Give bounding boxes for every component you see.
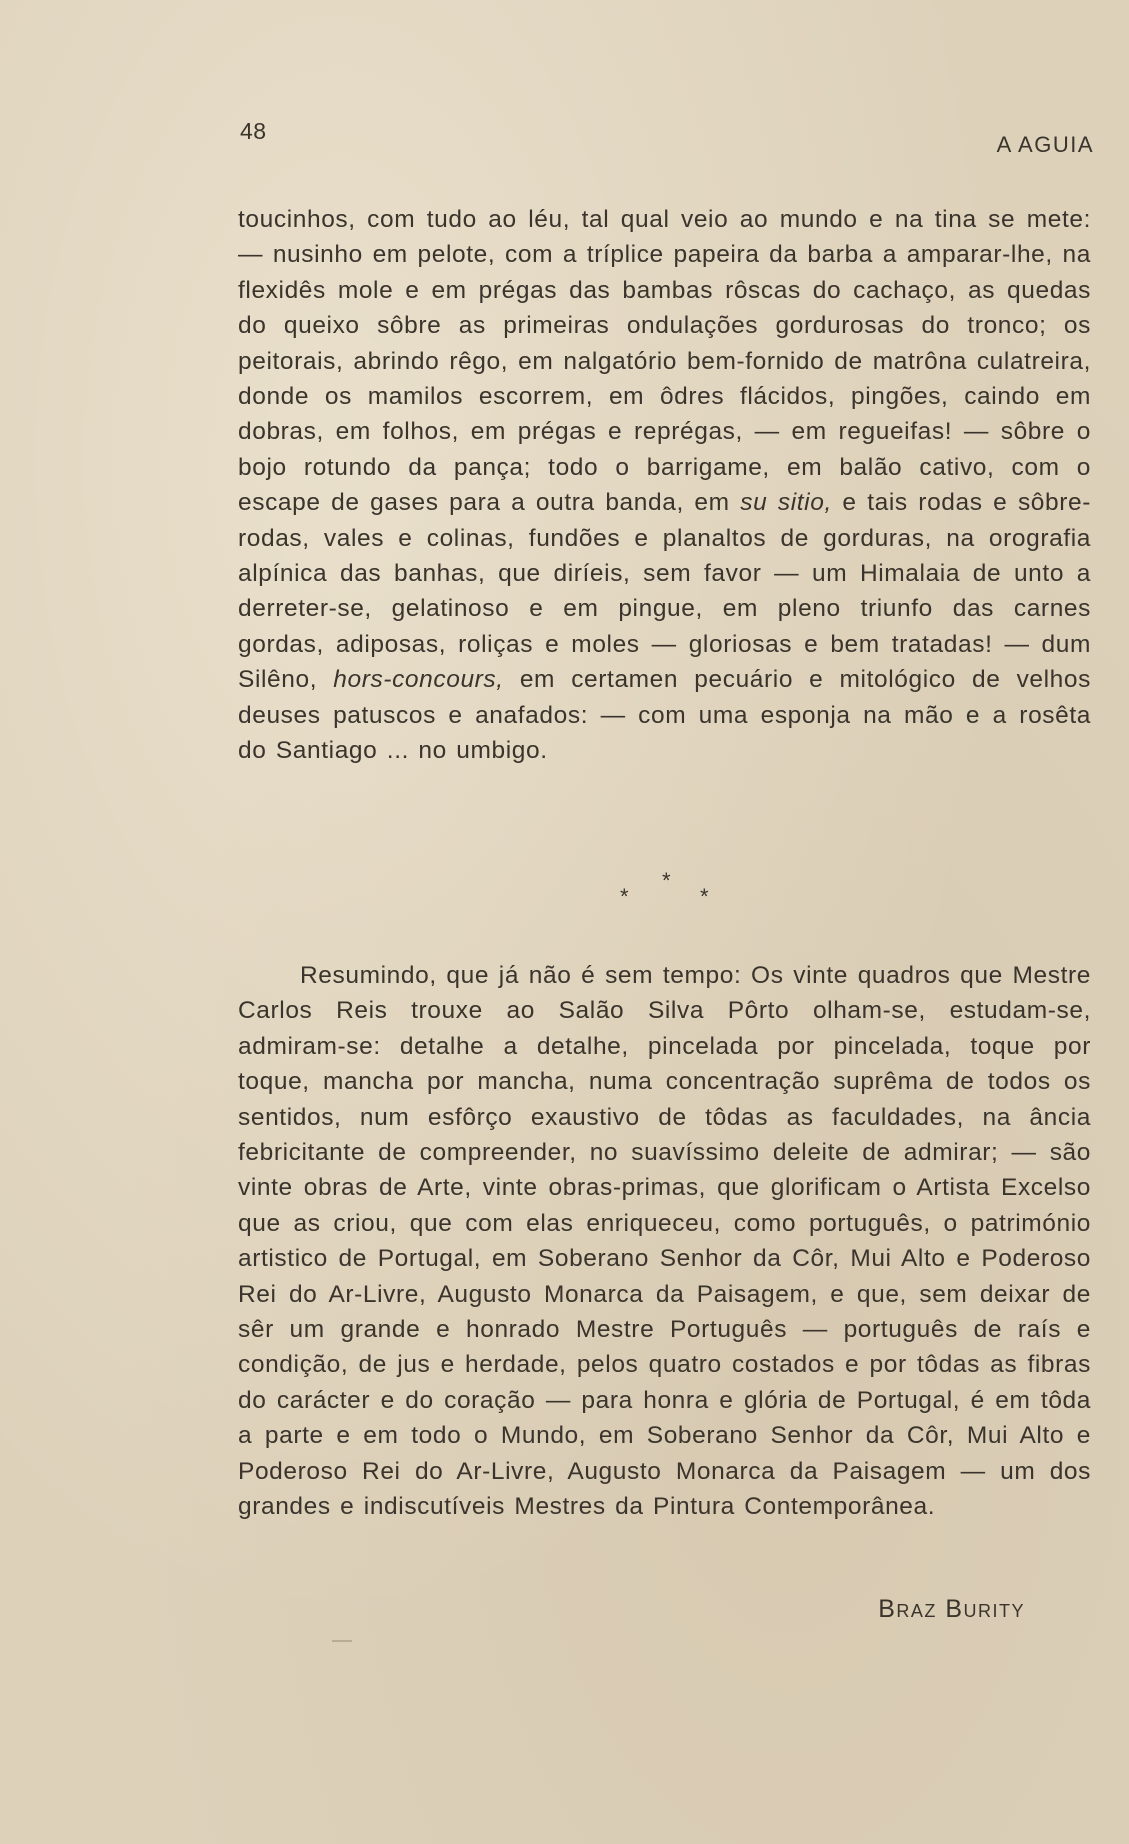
running-head: A AGUIA bbox=[996, 132, 1094, 157]
asterism-star: * bbox=[620, 884, 629, 909]
author-signature: Braz Burity bbox=[878, 1595, 1025, 1623]
paragraph-1-segment-b: e tais rodas e sôbre-rodas, vales e colinas, fundões e planaltos de gorduras, na orografia alpínica das banhas, que diríeis, sem favor — um Himalaia de unto a derreter-se, gelatinoso e em pingue, em pleno triunfo das carnes gordas, adiposas, roliças e moles — gloriosas e bem tratadas! — dum Silêno, bbox=[238, 489, 1091, 694]
paragraph-1-segment-c: em certamen pecuário e mitológico de velhos deuses patuscos e anafados: — com uma esponja na mão e a rosêta do Santiago ... no umbigo. bbox=[238, 666, 1091, 765]
page-number: 48 bbox=[240, 118, 267, 144]
paragraph-1-segment-a: toucinhos, com tudo ao léu, tal qual veio ao mundo e na tina se mete: — nusinho em pelote, com a tríplice papeira da barba a amparar-lhe, na flexidês mole e em prégas das bambas rôscas do cachaço, as quedas do queixo sôbre as primeiras ondulações gordurosas do tronco; os peitorais, abrindo rêgo, em nalgatório bem-fornido de matrôna culatreira, donde os mamilos escorrem, em ôdres flácidos, pingões, caindo em dobras, em folhos, em prégas e reprégas, — em regueifas! — sôbre o bojo rotundo da pança; todo o barrigame, em balão cativo, com o escape de gases para a outra banda, em bbox=[238, 206, 1091, 517]
asterism-star: * bbox=[700, 884, 709, 909]
section-break-asterism bbox=[600, 868, 730, 908]
paragraph-closing bbox=[238, 958, 1091, 1525]
paragraph-continuation bbox=[238, 202, 1091, 769]
asterism-star: * bbox=[662, 868, 671, 893]
decorative-mark bbox=[332, 1640, 352, 1642]
paragraph-1-text bbox=[238, 202, 1091, 769]
italic-phrase-hors-concours: hors-concours, bbox=[333, 666, 504, 694]
italic-phrase-su-sitio: su sitio, bbox=[740, 489, 832, 517]
paragraph-2-text: Resumindo, que já não é sem tempo: Os vinte quadros que Mestre Carlos Reis trouxe ao Salão Silva Pôrto olham-se, estudam-se, admiram-se: detalhe a detalhe, pincelada por pincelada, toque por toque, mancha por mancha, numa concentração suprêma de todos os sentidos, num esfôrço exaustivo de tôdas as faculdades, na ância febricitante de compreender, no suavíssimo deleite de admirar; — são vinte obras de Arte, vinte obras-primas, que glorificam o Artista Excelso que as criou, que com elas enriqueceu, como português, o património artistico de Portugal, em Soberano Senhor da Côr, Mui Alto e Poderoso Rei do Ar-Livre, Augusto Monarca da Paisagem, e que, sem deixar de sêr um grande e honrado Mestre Português — português de raís e condição, de jus e herdade, pelos quatro costados e por tôdas as fibras do carácter e do coração — para honra e glória de Portugal, é em tôda a parte e em todo o Mundo, em Soberano Senhor da Côr, Mui Alto e Poderoso Rei do Ar-Livre, Augusto Monarca da Paisagem — um dos grandes e indiscutíveis Mestres da Pintura Contemporânea. bbox=[238, 962, 1091, 1521]
page-header bbox=[0, 0, 1129, 170]
